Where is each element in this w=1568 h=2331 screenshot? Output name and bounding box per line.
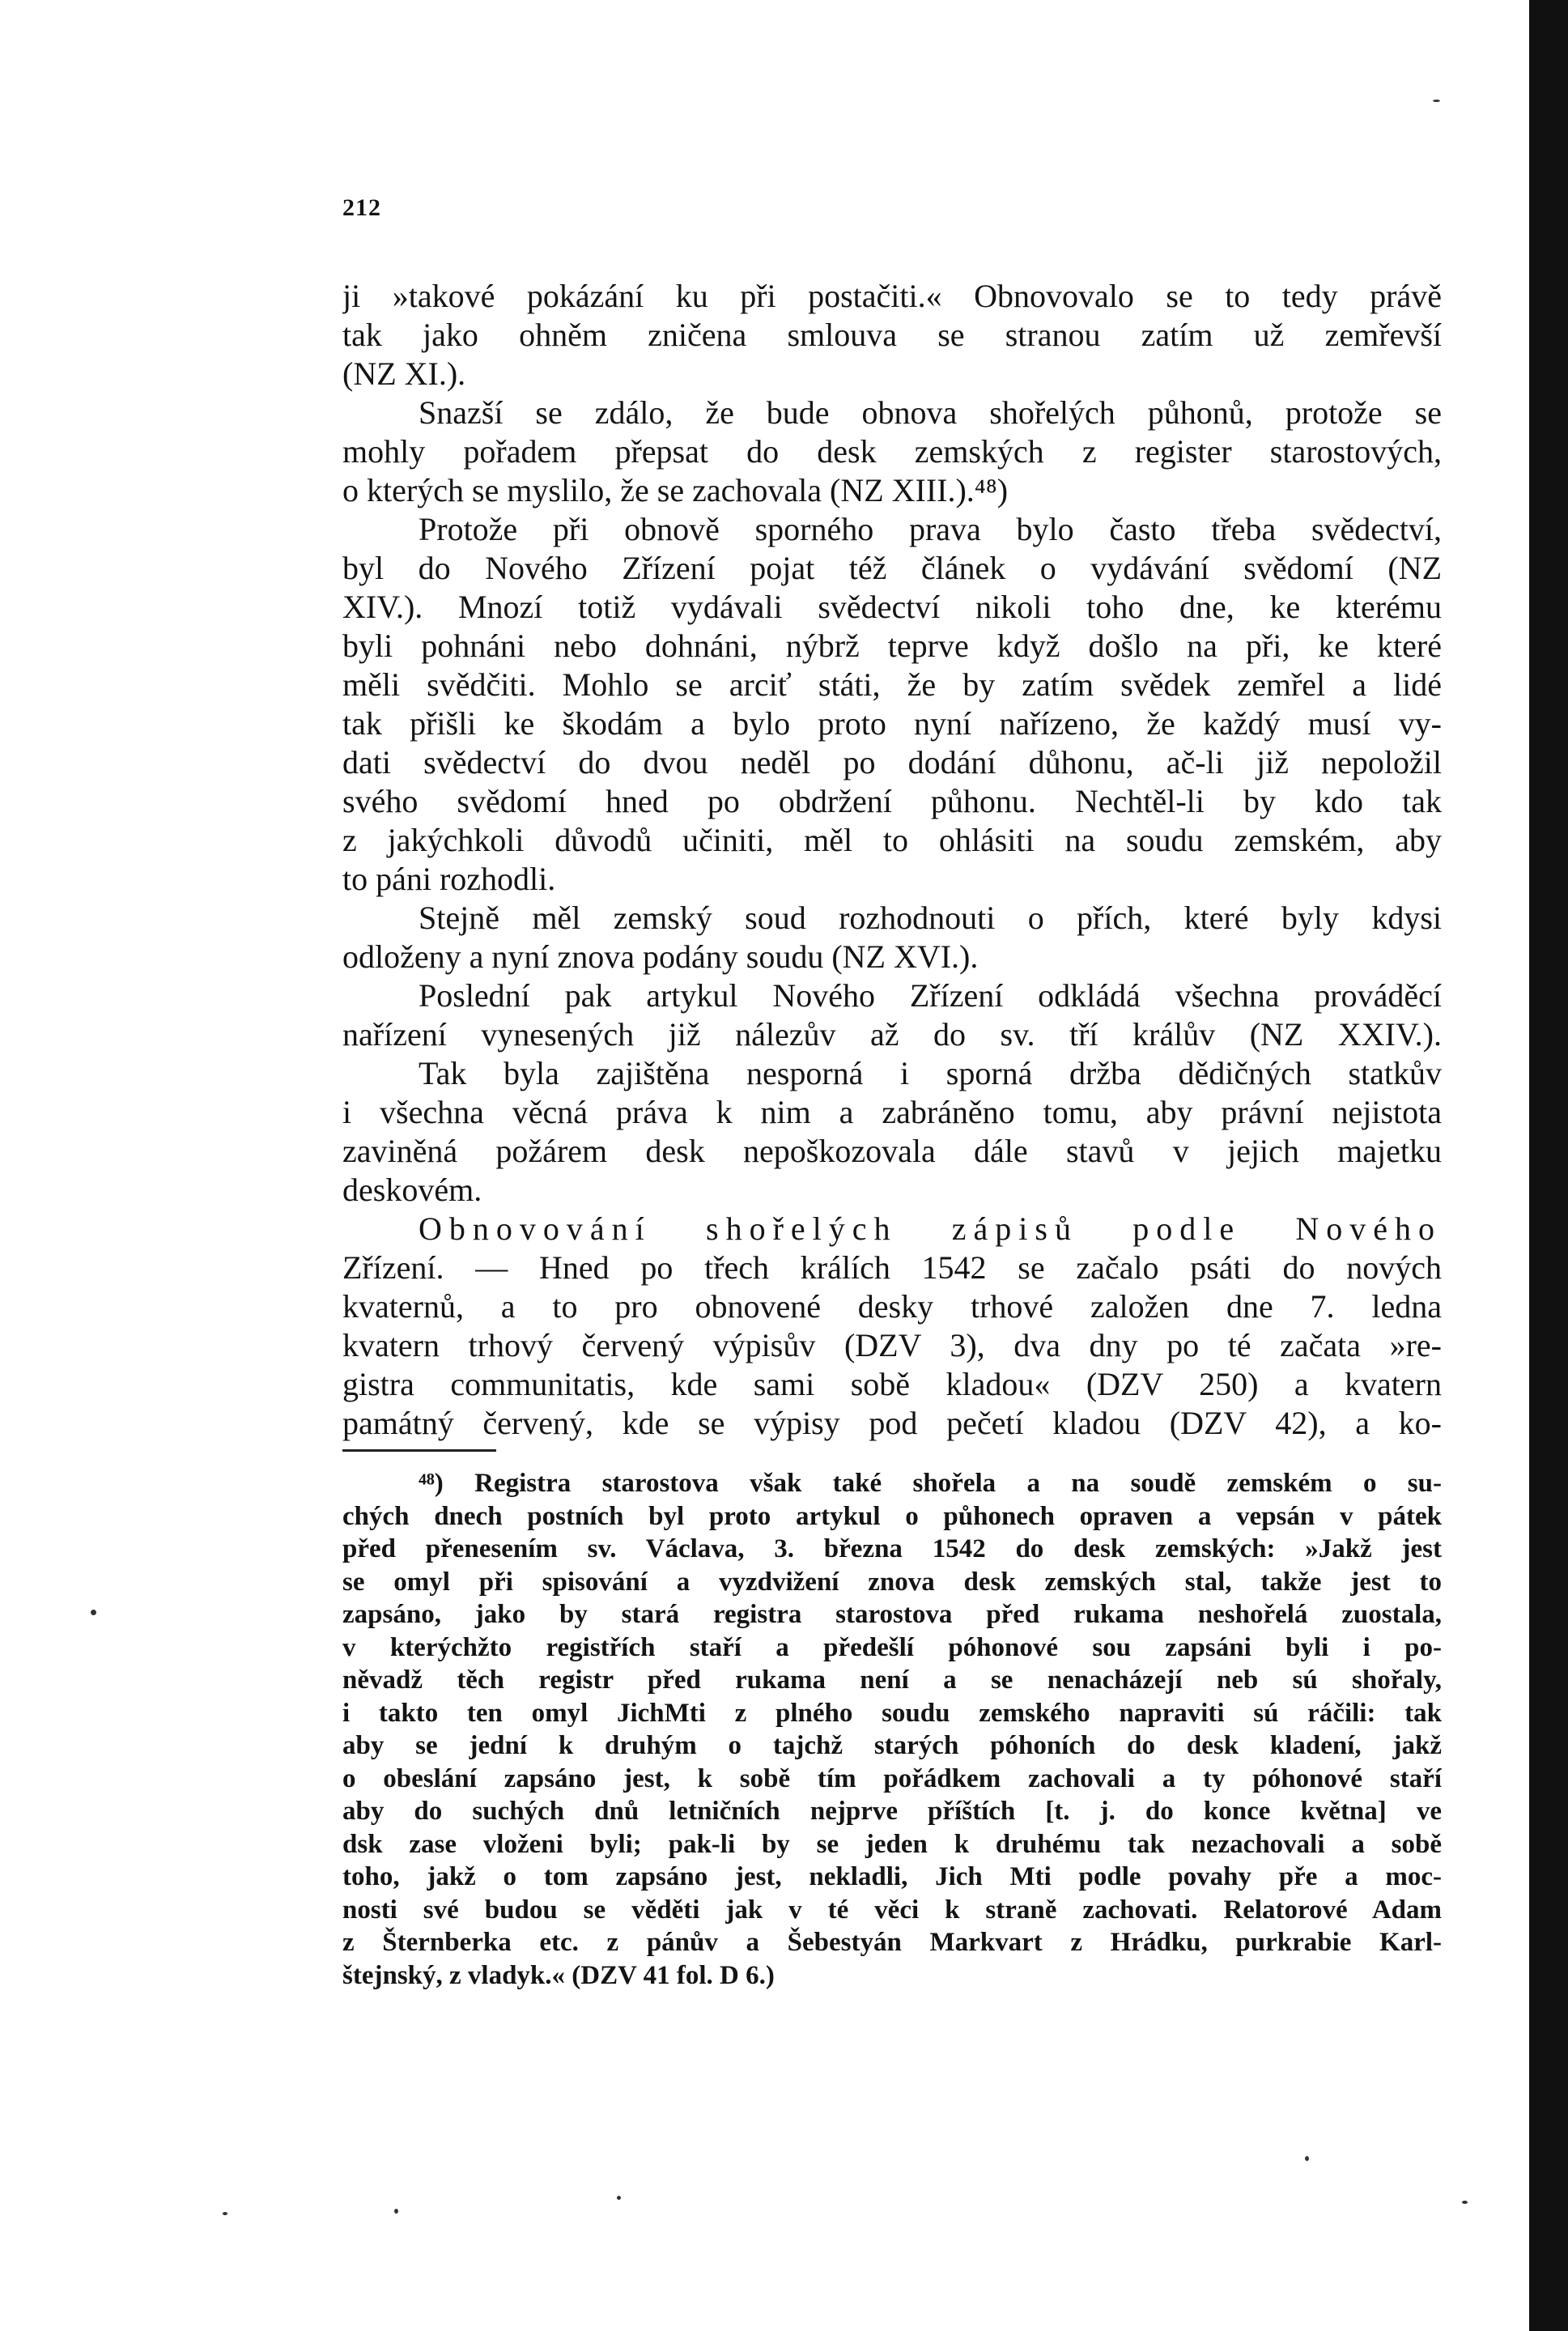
footnotes [342, 1467, 1442, 1992]
body-line: zaviněná požárem desk nepoškozovala dále stavů v jejich majetku [342, 1133, 1442, 1169]
footnote-line: ⁴⁸) Registra starostova však také shořela a na soudě zemském o su- [419, 1469, 1442, 1498]
body-line: o kterých se myslilo, že se zachovala (NZ XIII.).⁴⁸) [342, 472, 1009, 508]
body-line: byl do Nového Zřízení pojat též článek o vydávání svědomí (NZ [342, 550, 1442, 586]
body-line: nařízení vynesených již nálezův až do sv. tří králův (NZ XXIV.). [342, 1016, 1442, 1053]
scan-dark-edge [1529, 0, 1568, 2331]
body-line: tak jako ohněm zničena smlouva se stranou zatím už zemřevší [342, 317, 1442, 353]
body-line: Poslední pak artykul Nového Zřízení odkládá všechna prováděcí [419, 977, 1442, 1014]
body-line: z jakýchkoli důvodů učiniti, měl to ohlásiti na soudu zemském, aby [342, 822, 1442, 858]
footnote-line: z Šternberka etc. z pánův a Šebestyán Markvart z Hrádku, purkrabie Karl- [342, 1928, 1442, 1957]
scan-speck [394, 2209, 398, 2214]
footnote-line: se omyl při spisování a vyzdvižení znova desk zemských stal, takže jest to [342, 1567, 1442, 1597]
footnote-line: toho, jakž o tom zapsáno jest, nekladli, Jich Mti podle povahy pře a moc- [342, 1862, 1442, 1891]
footnote-line: něvadž těch registr před rukama není a se nenacházejí neb sú shořaly, [342, 1665, 1442, 1695]
footnote-line: nosti své budou se věděti jak v té věci k straně zachovati. Relatorové Adam [342, 1895, 1442, 1925]
footnote-line: dsk zase vloženi byli; pak-li by se jeden k druhému tak nezachovali a sobě [342, 1829, 1442, 1859]
body-line: byli pohnáni nebo dohnáni, nýbrž teprve když došlo na při, ke které [342, 627, 1442, 664]
body-line: deskovém. [342, 1172, 482, 1208]
footnote-line: před přenesením sv. Václava, 3. března 1542 do desk zemských: »Jakž jest [342, 1534, 1442, 1563]
footnote-line: v kterýchžto registřích staří a předešlí póhonové sou zapsáni byli i po- [342, 1632, 1442, 1662]
body-line: svého svědomí hned po obdržení půhonu. Nechtěl-li by kdo tak [342, 783, 1442, 819]
scan-speck [1433, 100, 1440, 102]
body-line: Protože při obnově sporného prava bylo často třeba svědectví, [419, 511, 1442, 547]
footnote-line: aby se jední k druhým o tajchž starých póhoních do desk kladení, jakž [342, 1731, 1442, 1760]
body-line: gistra communitatis, kde sami sobě kladou« (DZV 250) a kvatern [342, 1366, 1442, 1402]
body-line: památný červený, kde se výpisy pod pečetí kladou (DZV 42), a ko- [342, 1405, 1442, 1441]
body-line: Snazší se zdálo, že bude obnova shořelých půhonů, protože se [419, 394, 1442, 431]
footnote-line: zapsáno, jako by stará registra starostova před rukama neshořelá zuostala, [342, 1600, 1442, 1629]
body-line: Stejně měl zemský soud rozhodnouti o přích, které byly kdysi [419, 900, 1442, 936]
body-line: to páni rozhodli. [342, 861, 556, 897]
body-line: kvaternů, a to pro obnovené desky trhové založen dne 7. ledna [342, 1288, 1442, 1325]
section-heading-line: Obnovování shořelých zápisů podle Nového [419, 1210, 1442, 1247]
body-line: měli svědčiti. Mohlo se arciť státi, že by zatím svědek zemřel a lidé [342, 666, 1442, 703]
body-line: odloženy a nyní znova podány soudu (NZ XVI.). [342, 938, 979, 975]
footnote-line: i takto ten omyl JichMti z plného soudu zemského napraviti sú ráčili: tak [342, 1698, 1442, 1728]
body-line: XIV.). Mnozí totiž vydávali svědectví nikoli toho dne, ke kterému [342, 589, 1442, 625]
footnote-line: o obeslání zapsáno jest, k sobě tím pořádkem zachovali a ty póhonové staří [342, 1763, 1442, 1793]
scan-speck [223, 2212, 227, 2215]
scan-speck [91, 1610, 96, 1615]
body-line: tak přišli ke škodám a bylo proto nyní nařízeno, že každý musí vy- [342, 705, 1442, 742]
body-line: kvatern trhový červený výpisův (DZV 3), dva dny po té začata »re- [342, 1327, 1442, 1363]
scan-speck [1462, 2201, 1468, 2204]
footnote-line: štejnský, z vladyk.« (DZV 41 fol. D 6.) [342, 1960, 775, 1990]
page-number: 212 [342, 194, 381, 221]
scan-speck [1305, 2156, 1309, 2161]
body-line: i všechna věcná práva k nim a zabráněno tomu, aby právní nejistota [342, 1094, 1442, 1130]
scan-speck [617, 2196, 621, 2200]
footnote-line: aby do suchých dnů letničních nejprve příštích [t. j. do konce května] ve [342, 1797, 1442, 1826]
body-text [342, 277, 1442, 1443]
body-line: Tak byla zajištěna nesporná i sporná držba dědičných statkův [419, 1055, 1442, 1091]
footnote-separator [342, 1449, 496, 1452]
body-line: (NZ XI.). [342, 355, 466, 392]
body-line: Zřízení. — Hned po třech králích 1542 se začalo psáti do nových [342, 1249, 1442, 1286]
body-line: mohly pořadem přepsat do desk zemských z register starostových, [342, 433, 1442, 470]
body-line: ji »takové pokázání ku při postačiti.« Obnovovalo se to tedy právě [342, 278, 1442, 314]
footnote-line: chých dnech postních byl proto artykul o půhonech opraven a vepsán v pátek [342, 1501, 1442, 1531]
body-line: dati svědectví do dvou neděl po dodání důhonu, ač-li již nepoložil [342, 744, 1442, 781]
